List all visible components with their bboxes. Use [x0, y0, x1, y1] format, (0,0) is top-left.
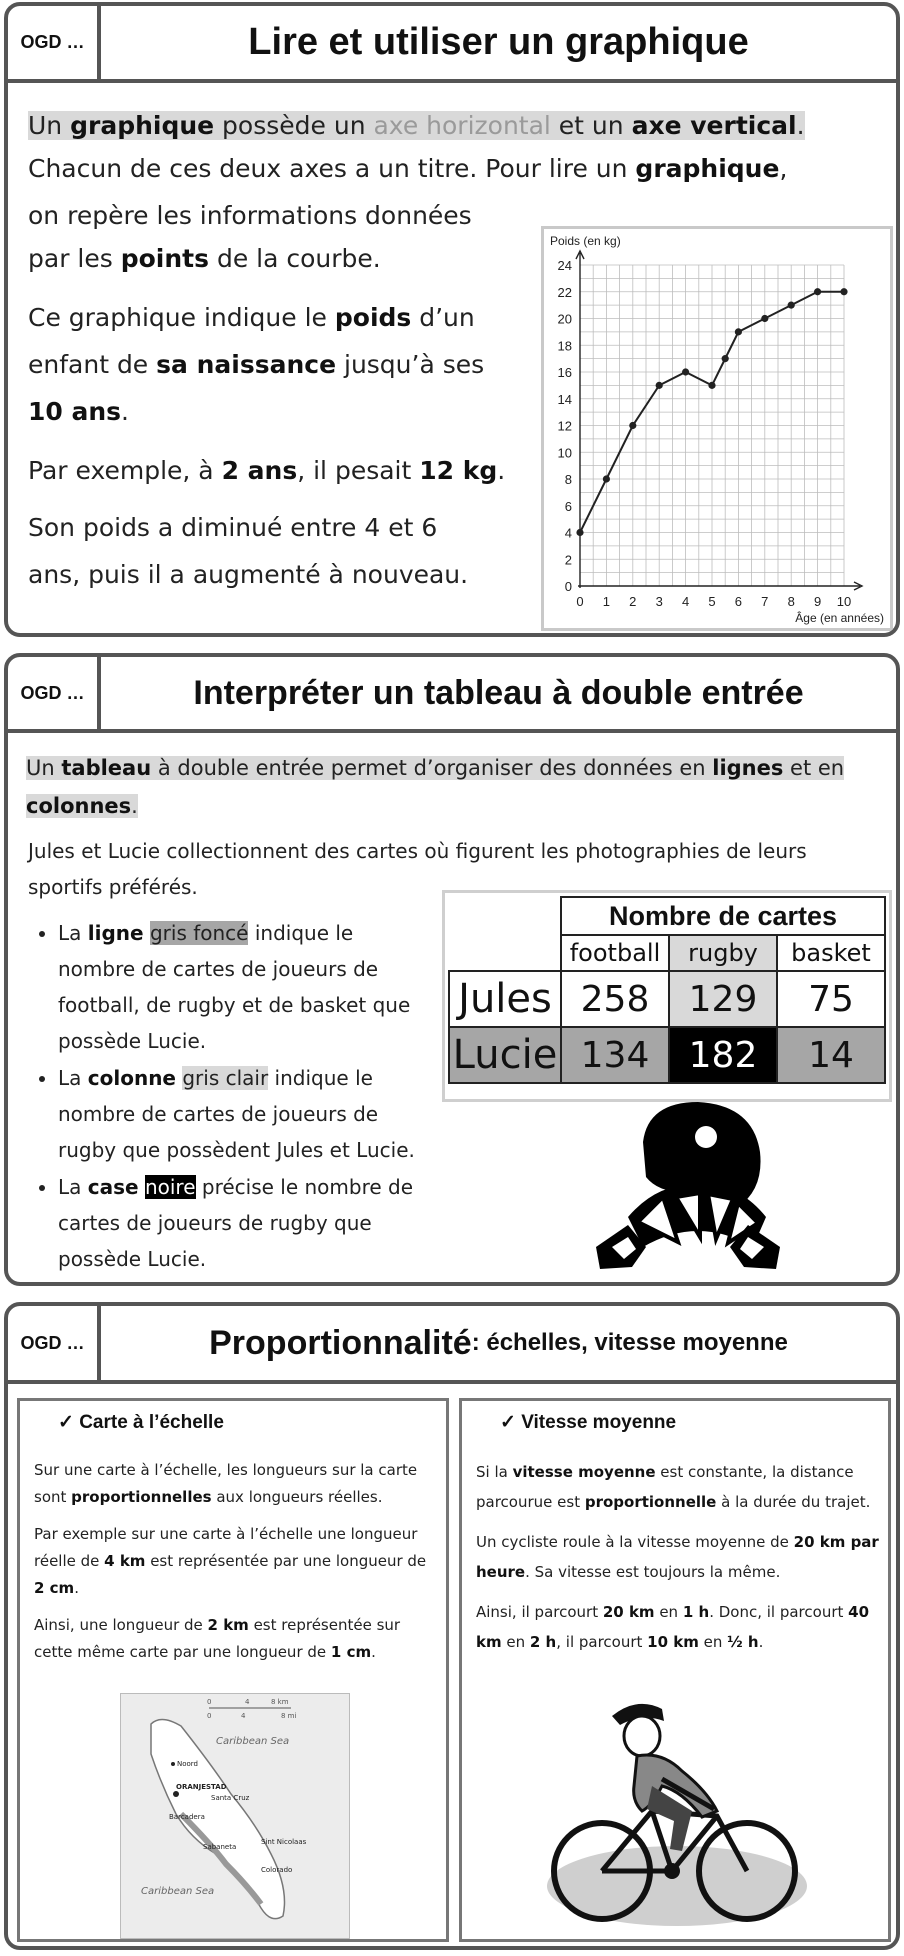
text-line: Chacun de ces deux axes a un titre. Pour lire un graphique,	[28, 154, 788, 183]
table-cell: 182	[669, 1027, 777, 1083]
svg-text:Caribbean Sea: Caribbean Sea	[141, 1886, 215, 1897]
table-cell: 258	[561, 971, 669, 1027]
list-item: • La case noire précise le nombre de cartes de joueurs de rugby que possède Lucie.	[58, 1169, 436, 1277]
check-icon: ✓	[500, 1412, 516, 1433]
panel-heading: ✓ Vitesse moyenne	[500, 1412, 677, 1433]
section-title: Lire et utiliser un graphique	[248, 21, 749, 63]
aruba-map	[120, 1693, 350, 1939]
table-cell: 75	[777, 971, 885, 1027]
data-point	[735, 328, 742, 335]
svg-text:ORANJESTAD: ORANJESTAD	[176, 1783, 227, 1791]
text-paragraph: Jules et Lucie collectionnent des cartes où figurent les photographies de leurs sportifs préférés.	[28, 839, 807, 899]
svg-text:Caribbean Sea: Caribbean Sea	[216, 1736, 290, 1747]
data-point	[788, 302, 795, 309]
svg-text:0: 0	[207, 1698, 212, 1706]
text-line: Son poids a diminué entre 4 et 6	[28, 513, 438, 542]
panel-heading: ✓ Carte à l’échelle	[58, 1412, 224, 1433]
section-title: Proportionnalité : échelles, vitesse moyenne	[209, 1323, 788, 1362]
cards-table	[448, 934, 886, 1084]
data-point	[629, 422, 636, 429]
table-cell: 134	[561, 1027, 669, 1083]
y-tick-label: 20	[557, 311, 572, 327]
y-tick-label: 18	[557, 338, 572, 354]
col-header: football	[561, 935, 669, 971]
section-header	[8, 1306, 896, 1384]
ogd-label: OGD …	[8, 6, 101, 79]
panel-carte-echelle	[17, 1398, 449, 1942]
section-header	[8, 6, 896, 83]
panel-text: Si la vitesse moyenne est constante, la distance parcourue est proportionnelle à la durée du trajet. Un cycliste roule à la vitesse moyenne de 20 km par heure. Sa vitesse est toujours la même. Ainsi, il parcourt 20 km en 1 h. Donc, il parcourt 40 km en 2 h, il parcourt 10 km en ½ h.	[476, 1463, 879, 1651]
data-point	[814, 288, 821, 295]
x-tick-label: 1	[602, 594, 611, 609]
svg-text:Barcadera: Barcadera	[169, 1813, 205, 1821]
svg-text:4: 4	[241, 1712, 246, 1720]
y-tick-label: 10	[557, 445, 572, 461]
text-line: par les points de la courbe.	[28, 244, 381, 273]
svg-text:Santa Cruz: Santa Cruz	[211, 1794, 250, 1802]
table-cell: 14	[777, 1027, 885, 1083]
table-cell: 129	[669, 971, 777, 1027]
data-point	[682, 368, 689, 375]
section-header	[8, 657, 896, 733]
section-tableau	[4, 653, 900, 1286]
card-player-icon	[588, 1097, 788, 1277]
data-point	[840, 288, 847, 295]
double-entry-table	[442, 890, 892, 1102]
data-point	[722, 355, 729, 362]
text-line: Ce graphique indique le poids d’un	[28, 303, 475, 332]
data-point	[708, 382, 715, 389]
x-tick-label: 5	[708, 594, 716, 609]
weight-chart-svg	[544, 229, 890, 628]
cyclist-icon	[542, 1691, 812, 1931]
x-tick-label: 6	[734, 594, 743, 609]
svg-text:0: 0	[207, 1712, 212, 1720]
ogd-label: OGD …	[8, 657, 101, 729]
check-icon: ✓	[58, 1412, 74, 1433]
y-tick-label: 8	[564, 472, 572, 487]
weight-chart	[541, 226, 893, 631]
text-line: ans, puis il a augmenté à nouveau.	[28, 560, 469, 589]
panel-text: Sur une carte à l’échelle, les longueurs sur la carte sont proportionnelles aux longueurs réelles. Par exemple sur une carte à l’échelle une longueur réelle de 4 km est représentée par une longueur de 2 cm. Ainsi, une longueur de 2 km est représentée sur cette même carte par une longueur de 1 cm.	[34, 1461, 427, 1661]
x-tick-label: 9	[813, 594, 822, 609]
col-header: rugby	[669, 935, 777, 971]
y-tick-label: 4	[564, 525, 572, 541]
bullet-list	[26, 915, 436, 1278]
y-tick-label: 12	[557, 418, 572, 434]
ogd-label: OGD …	[8, 1306, 101, 1380]
y-tick-label: 16	[557, 365, 572, 380]
section-title: Interpréter un tableau à double entrée	[193, 673, 804, 712]
text-line: on repère les informations données	[28, 201, 472, 230]
x-tick-label: 10	[836, 594, 852, 609]
svg-text:Noord: Noord	[177, 1760, 198, 1768]
svg-text:Colorado: Colorado	[261, 1866, 293, 1874]
row-header: Jules	[449, 971, 561, 1027]
definition-line: Un graphique possède un axe horizontal et un axe vertical.	[28, 111, 805, 140]
y-tick-label: 14	[557, 391, 572, 407]
table-title: Nombre de cartes	[560, 896, 886, 934]
col-header: basket	[777, 935, 885, 971]
x-tick-label: 4	[681, 594, 690, 609]
section-proportionnalite	[4, 1302, 900, 1950]
x-tick-label: 7	[761, 594, 769, 609]
x-axis-label: Âge (en années)	[795, 611, 884, 625]
list-item: • La ligne gris foncé indique le nombre de cartes de joueurs de football, de rugby et de basket que possède Lucie.	[58, 915, 436, 1059]
panel-vitesse-moyenne	[459, 1398, 891, 1942]
table-row	[449, 971, 885, 1027]
svg-text:Sint Nicolaas: Sint Nicolaas	[261, 1838, 307, 1846]
x-tick-label: 2	[629, 594, 637, 609]
svg-text:4: 4	[245, 1698, 250, 1706]
data-point	[656, 382, 663, 389]
data-point	[761, 315, 768, 322]
text-line: Par exemple, à 2 ans, il pesait 12 kg.	[28, 456, 506, 485]
x-tick-label: 0	[576, 594, 584, 609]
y-tick-label: 6	[564, 498, 572, 514]
aruba-map-svg	[121, 1694, 349, 1938]
definition-line: Un tableau à double entrée permet d’organiser des données en lignes et en colonnes.	[26, 756, 845, 818]
svg-text:Sabaneta: Sabaneta	[203, 1843, 237, 1851]
y-axis-label: Poids (en kg)	[550, 234, 621, 248]
text-line: enfant de sa naissance jusqu’à ses	[28, 350, 485, 379]
y-tick-label: 24	[557, 258, 572, 273]
table-header-row	[449, 935, 885, 971]
y-tick-label: 22	[557, 284, 572, 300]
svg-text:8 mi: 8 mi	[281, 1712, 297, 1720]
data-point	[603, 475, 610, 482]
row-header: Lucie	[449, 1027, 561, 1083]
data-point	[576, 529, 583, 536]
x-tick-label: 3	[655, 594, 663, 609]
table-row	[449, 1027, 885, 1083]
list-item: • La colonne gris clair indique le nombre de cartes de joueurs de rugby que possèdent Jules et Lucie.	[58, 1060, 436, 1168]
x-tick-label: 8	[787, 594, 795, 609]
section-graphique	[4, 2, 900, 637]
svg-text:8 km: 8 km	[271, 1698, 289, 1706]
y-tick-label: 0	[564, 579, 572, 594]
text-line: 10 ans.	[28, 397, 129, 426]
y-tick-label: 2	[564, 552, 572, 568]
